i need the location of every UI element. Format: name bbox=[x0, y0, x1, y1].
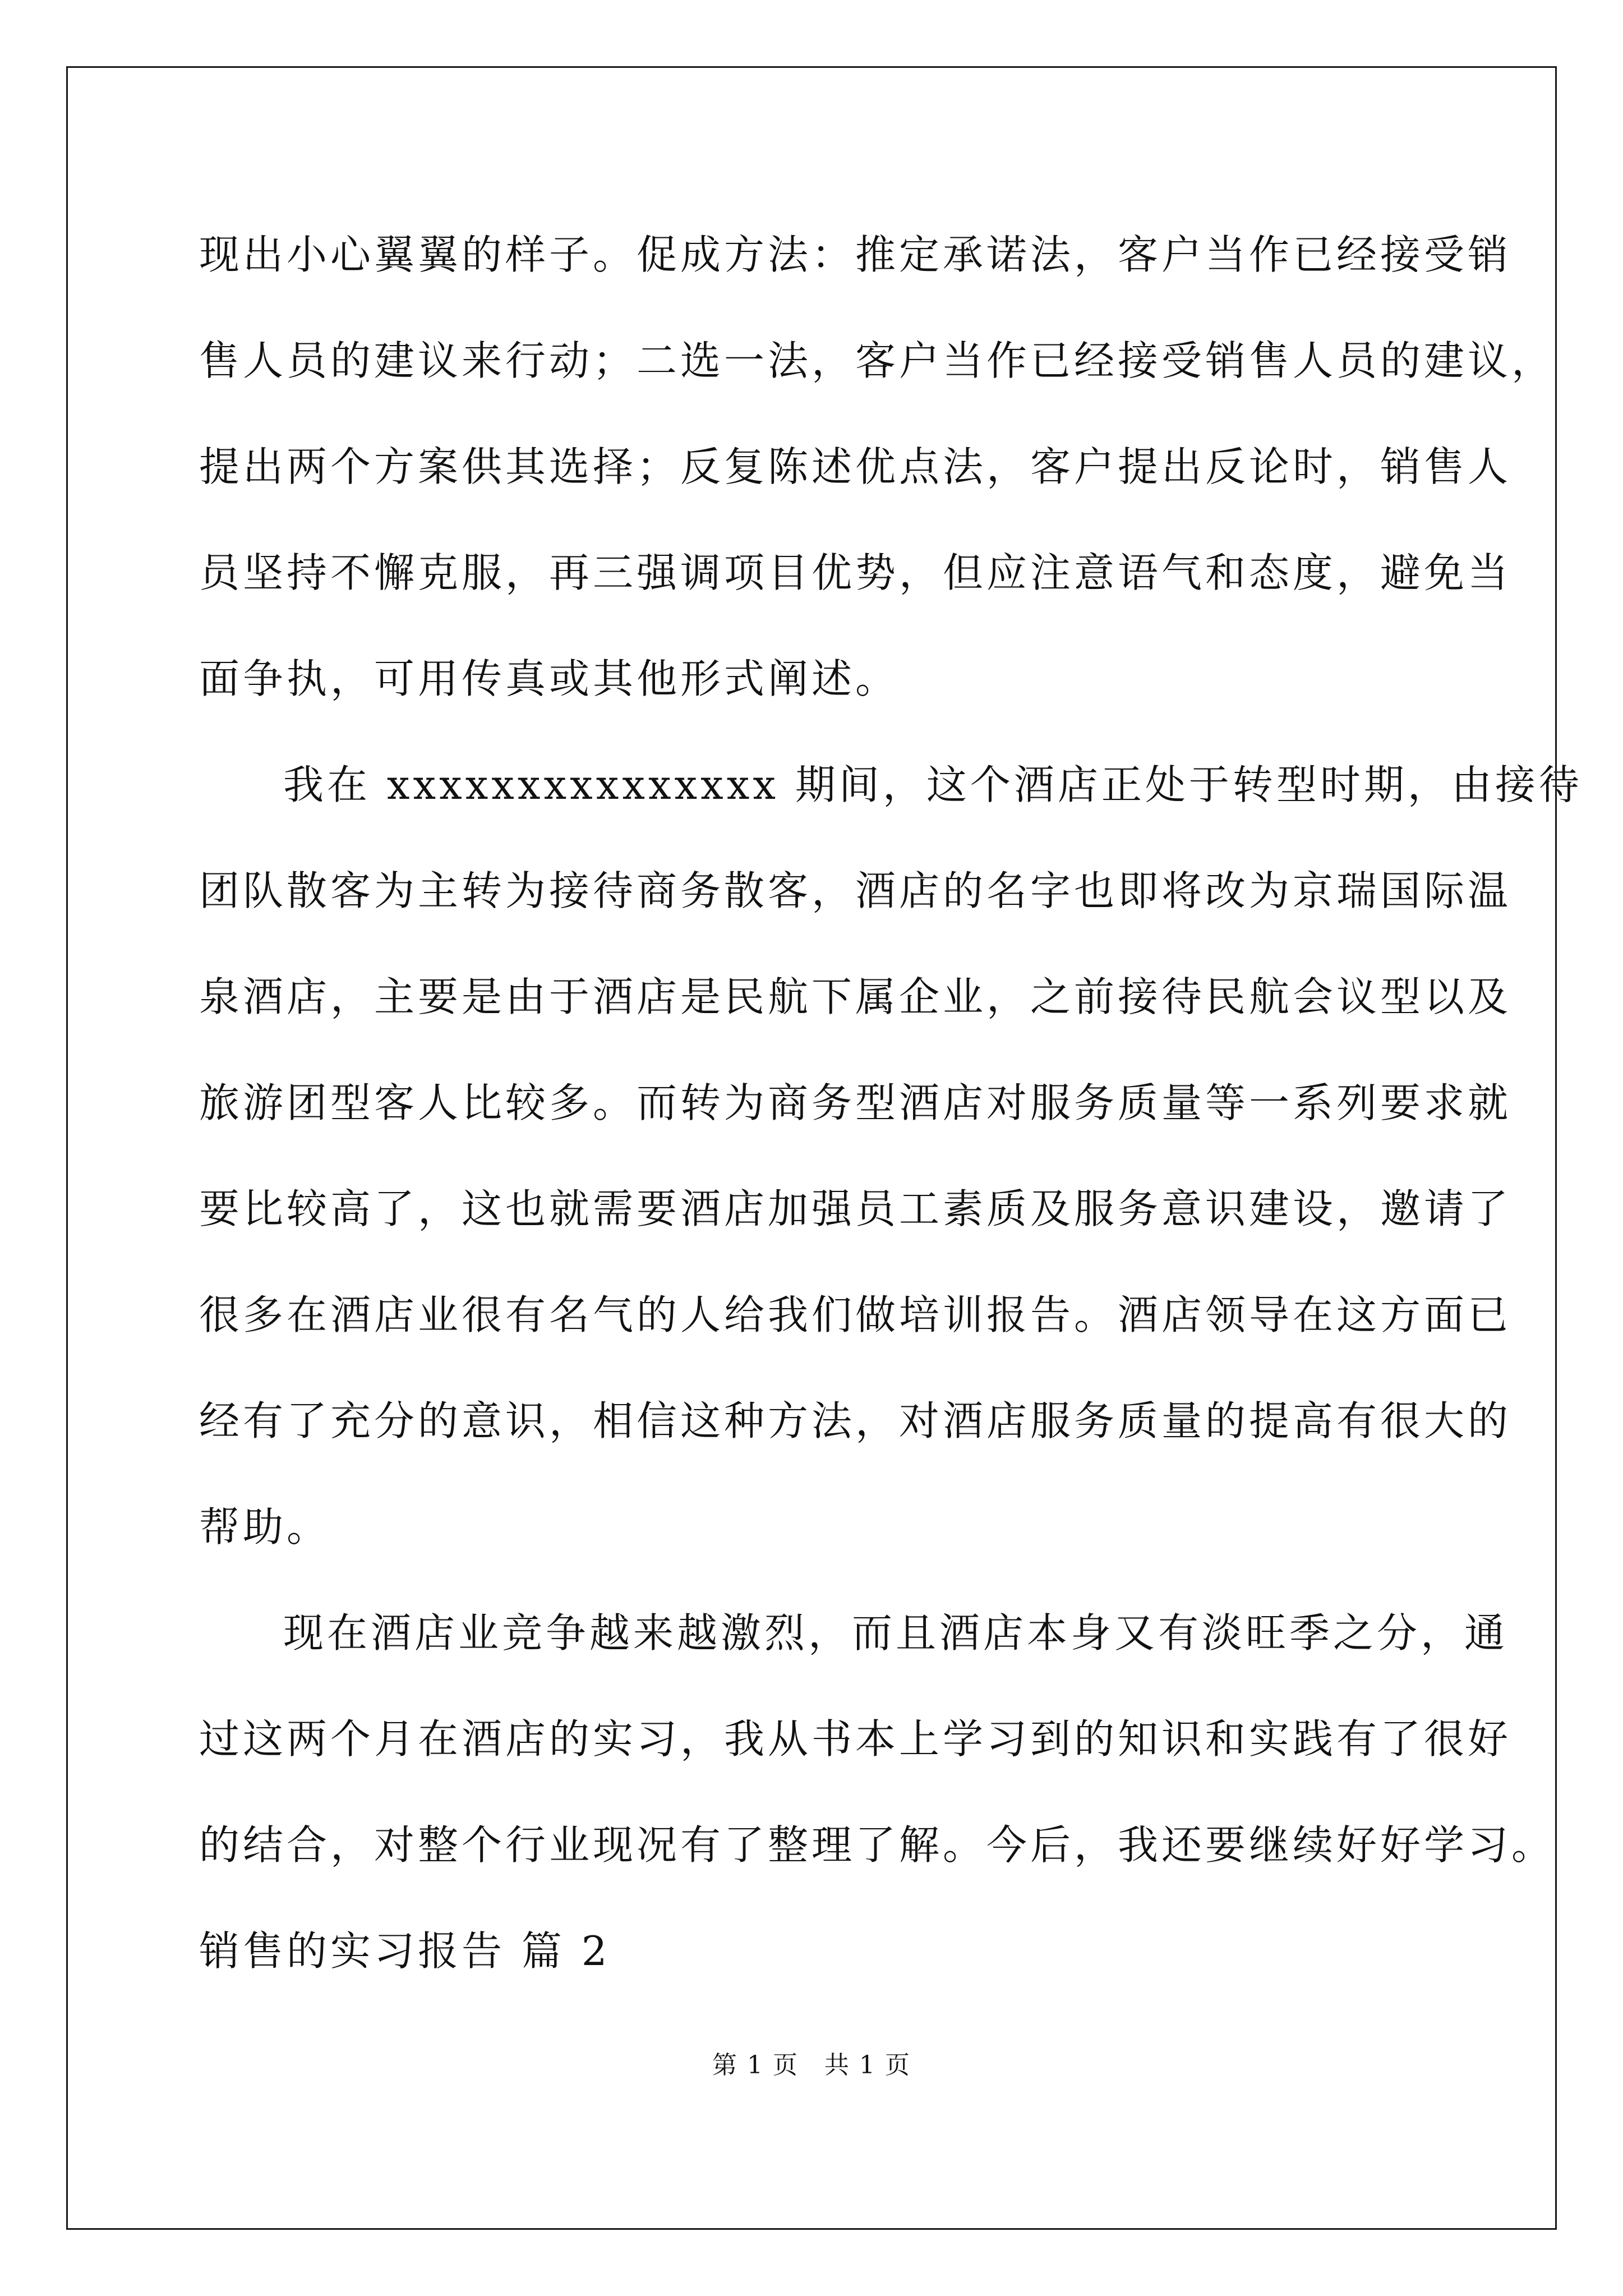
text-line: 过这两个月在酒店的实习，我从书本上学习到的知识和实践有了很好 bbox=[199, 1715, 1512, 1763]
text-line: 帮助。 bbox=[199, 1503, 331, 1550]
text-line: 要比较高了，这也就需要酒店加强员工素质及服务意识建设，邀请了 bbox=[199, 1185, 1512, 1232]
page-number-footer: 第 1 页 共 1 页 bbox=[712, 2051, 911, 2079]
text-line: 团队散客为主转为接待商务散客，酒店的名字也即将改为京瑞国际温 bbox=[199, 867, 1512, 914]
text-line: 员坚持不懈克服，再三强调项目优势，但应注意语气和态度，避免当 bbox=[199, 549, 1512, 596]
text-line: 面争执，可用传真或其他形式阐述。 bbox=[199, 655, 900, 702]
text-line: 提出两个方案供其选择；反复陈述优点法，客户提出反论时，销售人 bbox=[199, 443, 1512, 490]
text-line: 经有了充分的意识，相信这种方法，对酒店服务质量的提高有很大的 bbox=[199, 1397, 1512, 1444]
paragraph-first-line: 我在 xxxxxxxxxxxxxxx 期间，这个酒店正处于转型时期，由接待 bbox=[283, 761, 1583, 808]
text-line: 现出小心翼翼的样子。促成方法：推定承诺法，客户当作已经接受销 bbox=[199, 231, 1512, 278]
text-line: 的结合，对整个行业现况有了整理了解。今后，我还要继续好好学习。 bbox=[199, 1821, 1556, 1869]
text-line: 售人员的建议来行动；二选一法，客户当作已经接受销售人员的建议， bbox=[199, 337, 1556, 384]
section-heading: 销售的实习报告 篇 2 bbox=[199, 1927, 611, 1975]
text-line: 泉酒店，主要是由于酒店是民航下属企业，之前接待民航会议型以及 bbox=[199, 973, 1512, 1020]
document-body bbox=[199, 202, 1583, 2004]
text-line: 很多在酒店业很有名气的人给我们做培训报告。酒店领导在这方面已 bbox=[199, 1291, 1512, 1338]
paragraph-first-line: 现在酒店业竞争越来越激烈，而且酒店本身又有淡旺季之分，通 bbox=[283, 1609, 1509, 1657]
text-line: 旅游团型客人比较多。而转为商务型酒店对服务质量等一系列要求就 bbox=[199, 1079, 1512, 1126]
